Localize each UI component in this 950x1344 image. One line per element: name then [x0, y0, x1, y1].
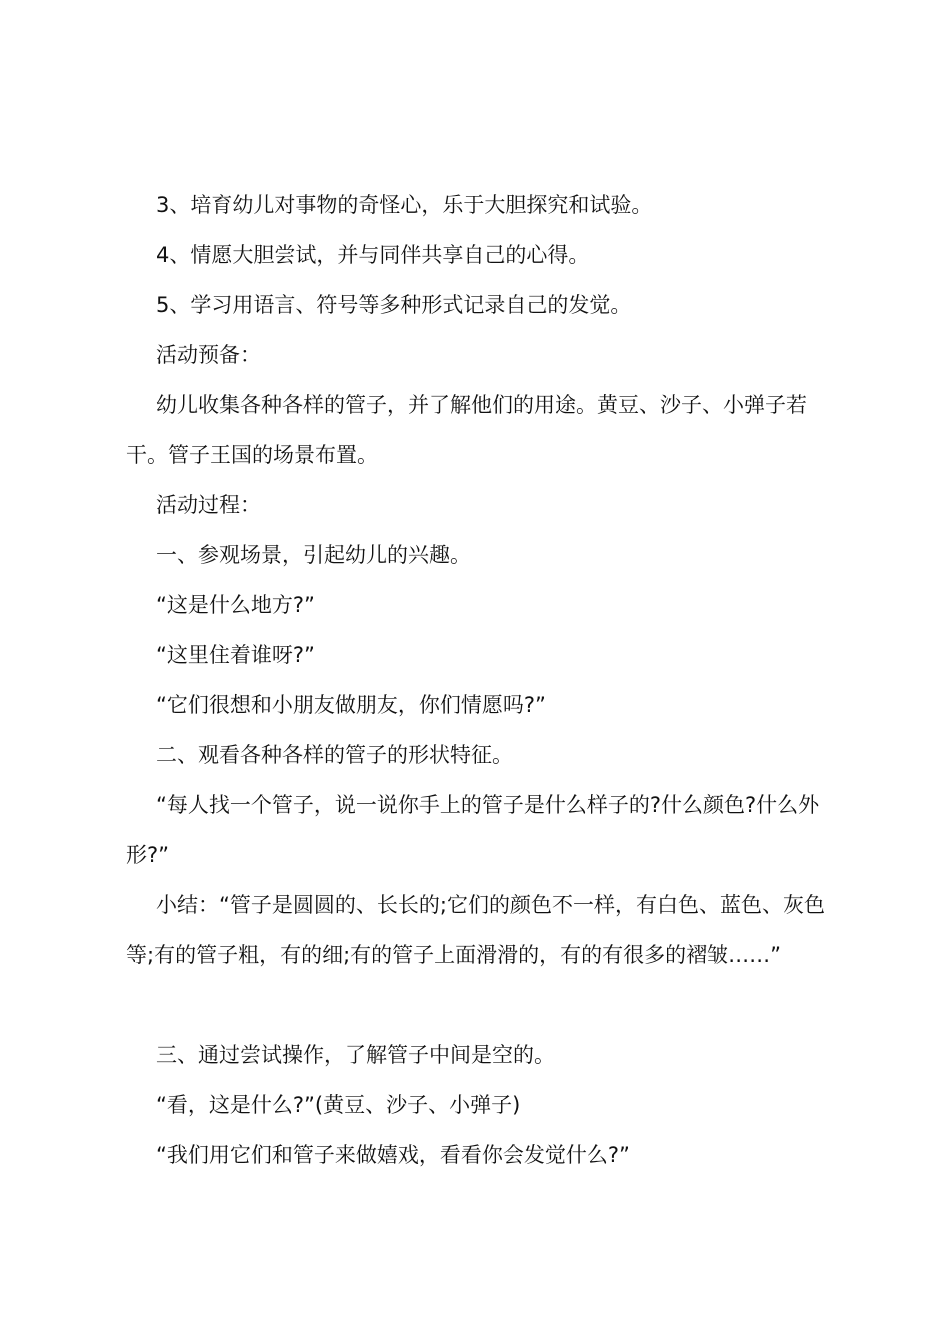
step-heading-2: 二、观看各种各样的管子的形状特征。: [156, 743, 513, 767]
section-heading-process: 活动过程：: [156, 493, 261, 517]
quote-line: “这是什么地方?”: [156, 593, 315, 617]
step-heading-3: 三、通过尝试操作，了解管子中间是空的。: [156, 1043, 555, 1067]
quote-paragraph: “每人找一个管子，说一说你手上的管子是什么样子的?什么颜色?什么外形?”: [126, 793, 820, 867]
step-heading-1: 一、参观场景，引起幼儿的兴趣。: [156, 543, 471, 567]
quote-line: “它们很想和小朋友做朋友，你们情愿吗?”: [156, 693, 546, 717]
quote-line: “看，这是什么?”(黄豆、沙子、小弹子): [156, 1093, 521, 1117]
paragraph-goal-4: 4、情愿大胆尝试，并与同伴共享自己的心得。: [156, 243, 590, 267]
paragraph-goal-3: 3、培育幼儿对事物的奇怪心，乐于大胆探究和试验。: [156, 193, 653, 217]
paragraph-goal-5: 5、学习用语言、符号等多种形式记录自己的发觉。: [156, 293, 632, 317]
section-heading-preparation: 活动预备：: [156, 343, 261, 367]
quote-line: “我们用它们和管子来做嬉戏，看看你会发觉什么?”: [156, 1143, 630, 1167]
quote-line: “这里住着谁呀?”: [156, 643, 315, 667]
paragraph-preparation: 幼儿收集各种各样的管子，并了解他们的用途。黄豆、沙子、小弹子若干。管子王国的场景布置。: [126, 393, 807, 467]
summary-paragraph: 小结：“管子是圆圆的、长长的;它们的颜色不一样，有白色、蓝色、灰色等;有的管子粗，有的细;有的管子上面滑滑的，有的有很多的褶皱……”: [126, 893, 825, 967]
